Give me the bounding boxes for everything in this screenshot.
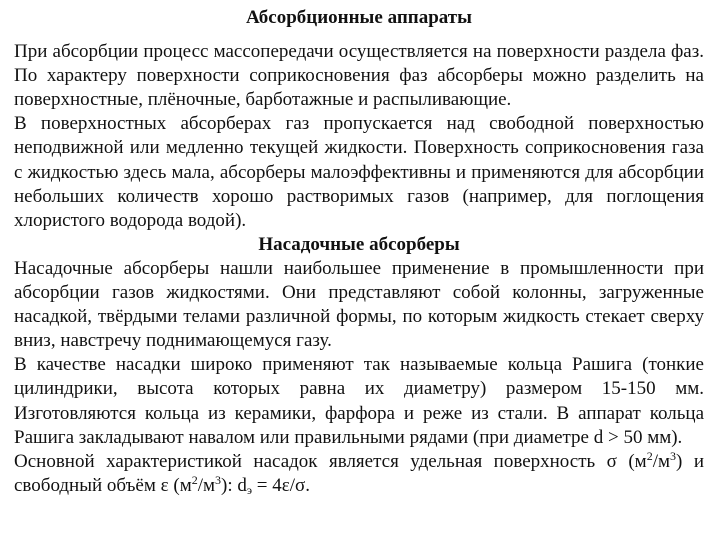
text-run: /м: [197, 474, 216, 496]
superscript: 2: [646, 448, 653, 463]
paragraph-raschig-rings: В качестве насадки широко применяют так называемые кольца Рашига (тонкие цилиндрики, высота которых равна их диаметру) размером 15-150 мм. Изготовляются кольца из керамики, фарфора и реже из стали. В аппарат кольца Рашига закладывают навалом или правильными рядами (при диаметре d > 50 мм).: [14, 354, 704, 448]
text-run: ) и свободный объём ε (м: [14, 450, 705, 496]
text-run: /м: [652, 450, 671, 472]
subscript: э: [246, 482, 253, 497]
text-run: ): d: [221, 474, 247, 496]
page-title: Абсорбционные аппараты: [246, 7, 472, 28]
text-run: = 4ε/σ.: [252, 474, 311, 496]
text-run: Основной характеристикой насадок является удельная поверхность σ (м: [14, 450, 647, 472]
superscript: 3: [670, 448, 677, 463]
document-page: [14, 6, 704, 498]
paragraph-packing-characteristics: [14, 450, 704, 498]
superscript: 3: [215, 472, 222, 487]
paragraph-surface-absorbers: В поверхностных абсорберах газ пропускается над свободной поверхностью неподвижной или медленно текущей жидкости. Поверхность соприкосновения газа с жидкостью здесь мала, абсорберы малоэффективны и применяются для абсорбции небольших количеств хорошо растворимых газов (например, для поглощения хлористого водорода водой).: [14, 113, 704, 231]
paragraph-packed-absorbers: Насадочные абсорберы нашли наибольшее применение в промышленности при абсорбции газов жидкостями. Они представляют собой колонны, загруженные насадкой, твёрдыми телами различной формы, по которым жидкость стекает сверху вниз, навстречу поднимающемуся газу.: [14, 257, 704, 352]
paragraph-intro: При абсорбции процесс массопередачи осуществляется на поверхности раздела фаз. По характеру поверхности соприкосновения фаз абсорберы можно разделить на поверхностные, плёночные, барботажные и распыливающие.: [14, 41, 704, 111]
section-heading: Насадочные абсорберы: [258, 233, 460, 255]
superscript: 2: [191, 472, 198, 487]
